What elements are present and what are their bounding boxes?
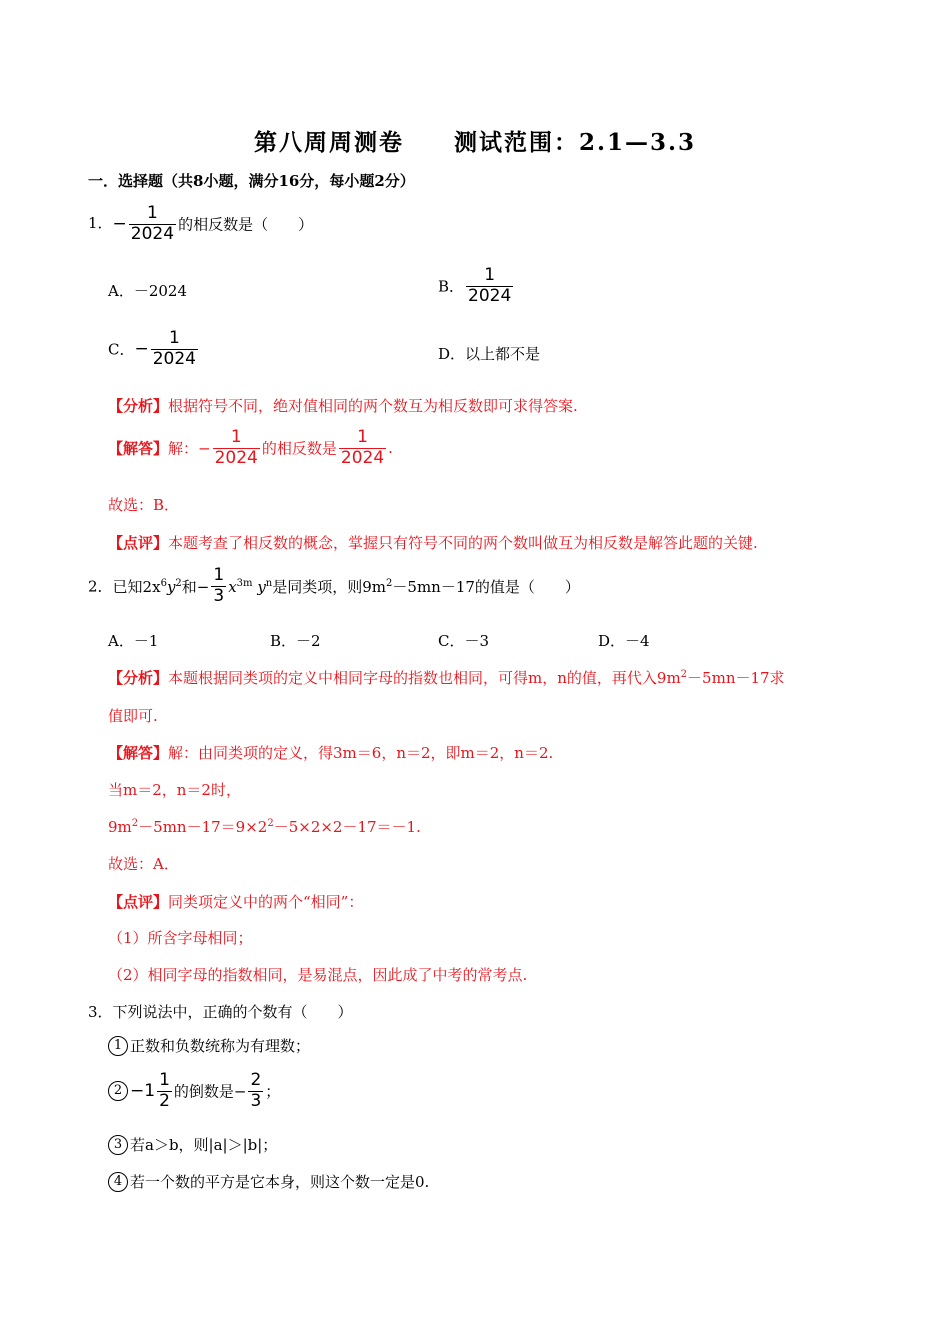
stem-text: 和−	[181, 577, 210, 596]
solution-text: 的相反数是	[261, 439, 337, 458]
solution-text: －5mn－17＝9×2	[138, 818, 268, 836]
comment-point-1: （1）所含字母相同；	[108, 929, 253, 947]
exponent: 3m	[236, 577, 253, 589]
exponent: 2	[131, 818, 139, 829]
denominator: 2	[159, 1090, 170, 1111]
comment-tag: 【点评】	[108, 534, 169, 552]
analysis-text: 本题根据同类项的定义中相同字母的指数也相同，可得m，n的值，再代入9m	[168, 669, 681, 687]
question-3	[88, 1001, 353, 1022]
analysis-tag: 【分析】	[108, 669, 169, 687]
denominator: 2024	[152, 348, 196, 369]
mixed-number-integer: −1	[130, 1081, 156, 1102]
question-number: 2．	[88, 577, 113, 596]
comment-text: 本题考查了相反数的概念，掌握只有符号不同的两个数叫做互为相反数是解答此题的关键.	[168, 534, 758, 552]
circled-number: 1	[108, 1036, 128, 1056]
solution-text: 解：−	[168, 439, 211, 458]
exponent: 2	[267, 818, 274, 829]
fraction	[339, 428, 386, 468]
solution-line-2: 当m＝2，n＝2时，	[108, 781, 241, 799]
variable: y	[257, 577, 266, 596]
denominator: 2024	[130, 223, 175, 244]
stem-text: 已知2x	[112, 577, 161, 596]
numerator: 1	[484, 265, 496, 285]
denominator: 2024	[214, 447, 258, 468]
fraction	[248, 1071, 263, 1111]
option-b	[438, 266, 515, 306]
numerator: 2	[250, 1070, 262, 1090]
analysis-text: 根据符号不同，绝对值相同的两个数互为相反数即可求得答案.	[168, 397, 578, 415]
question-stem: 下列说法中，正确的个数有（ ）	[112, 1003, 353, 1021]
option-a: A．－1	[108, 632, 159, 650]
comment-point-2: （2）相同字母的指数相同，是易混点，因此成了中考的常考点.	[108, 966, 528, 984]
denominator: 2024	[468, 285, 512, 306]
fraction	[157, 1071, 172, 1111]
stem-text: －5mn－17的值是（ ）	[392, 577, 580, 596]
analysis-continued: 值即可.	[108, 707, 158, 725]
comment	[108, 891, 363, 912]
question-2	[88, 566, 580, 606]
circled-number: 2	[108, 1081, 128, 1101]
question-number: 1．	[88, 214, 113, 233]
exponent: 2	[680, 669, 688, 680]
statement-text: 正数和负数统称为有理数；	[130, 1037, 311, 1055]
question-1	[88, 204, 313, 244]
statement-end: ；	[265, 1082, 281, 1101]
statement-3	[108, 1134, 277, 1155]
option-a: A．－2024	[108, 282, 188, 300]
variable: y	[166, 577, 176, 596]
solution	[108, 428, 393, 468]
option-label: C．	[108, 340, 135, 359]
solution-end: .	[388, 439, 393, 458]
statement-text: 若一个数的平方是它本身，则这个数一定是0.	[130, 1173, 430, 1191]
option-c	[108, 329, 200, 369]
question-stem: 的相反数是（ ）	[178, 215, 314, 234]
option-d: D．－4	[598, 632, 650, 650]
option-b: B．－2	[270, 632, 321, 650]
exponent: n	[265, 577, 273, 589]
exponent: 6	[160, 577, 167, 589]
statement-2	[108, 1071, 280, 1111]
answer-choice: 故选：B．	[108, 496, 180, 514]
minus-sign: −	[134, 339, 149, 360]
analysis	[108, 395, 578, 416]
comment	[108, 532, 758, 553]
numerator: 1	[168, 328, 180, 348]
analysis	[108, 667, 785, 688]
denominator: 3	[213, 585, 225, 606]
solution-text: －5×2×2－17＝－1.	[273, 818, 421, 836]
analysis-tag: 【分析】	[108, 397, 169, 415]
fraction	[129, 204, 176, 244]
numerator: 1	[230, 427, 242, 447]
solution-tag: 【解答】	[108, 744, 169, 762]
minus-sign: −	[112, 214, 127, 235]
statement-text: 的倒数是−	[173, 1082, 247, 1101]
statement-1	[108, 1035, 310, 1056]
option-d: D．以上都不是	[438, 345, 541, 363]
solution-line-3	[108, 816, 421, 837]
denominator: 3	[250, 1090, 262, 1111]
question-number: 3．	[88, 1003, 113, 1021]
stem-text: 是同类项，则9m	[272, 577, 387, 596]
numerator: 1	[159, 1070, 170, 1090]
fraction	[151, 329, 198, 369]
page-title: 第八周周测卷 测试范围：2.1—3.3	[253, 129, 697, 156]
circled-number: 3	[108, 1135, 128, 1155]
exponent: 2	[175, 577, 182, 589]
exponent: 2	[386, 577, 393, 589]
solution-text: 9m	[108, 818, 132, 836]
solution-text: 解：由同类项的定义，得3m＝6，n＝2，即m＝2，n＝2.	[168, 744, 554, 762]
answer-choice: 故选：A．	[108, 855, 179, 873]
statement-4	[108, 1171, 429, 1192]
solution	[108, 742, 553, 763]
solution-tag: 【解答】	[108, 439, 169, 458]
option-c: C．－3	[438, 632, 490, 650]
fraction	[213, 428, 260, 468]
numerator: 1	[147, 203, 158, 223]
comment-tag: 【点评】	[108, 893, 169, 911]
fraction	[466, 266, 513, 306]
variable: x	[228, 577, 237, 596]
numerator: 1	[213, 565, 225, 585]
option-label: B．	[438, 277, 465, 296]
circled-number: 4	[108, 1172, 128, 1192]
denominator: 2024	[340, 447, 385, 468]
fraction	[211, 566, 226, 606]
section-heading: 一．选择题（共8小题，满分16分，每小题2分）	[88, 172, 415, 190]
numerator: 1	[357, 427, 368, 447]
analysis-text: －5mn－17求	[687, 669, 785, 687]
comment-text: 同类项定义中的两个“相同”：	[168, 893, 364, 911]
statement-text: 若a＞b，则|a|＞|b|；	[130, 1136, 278, 1154]
